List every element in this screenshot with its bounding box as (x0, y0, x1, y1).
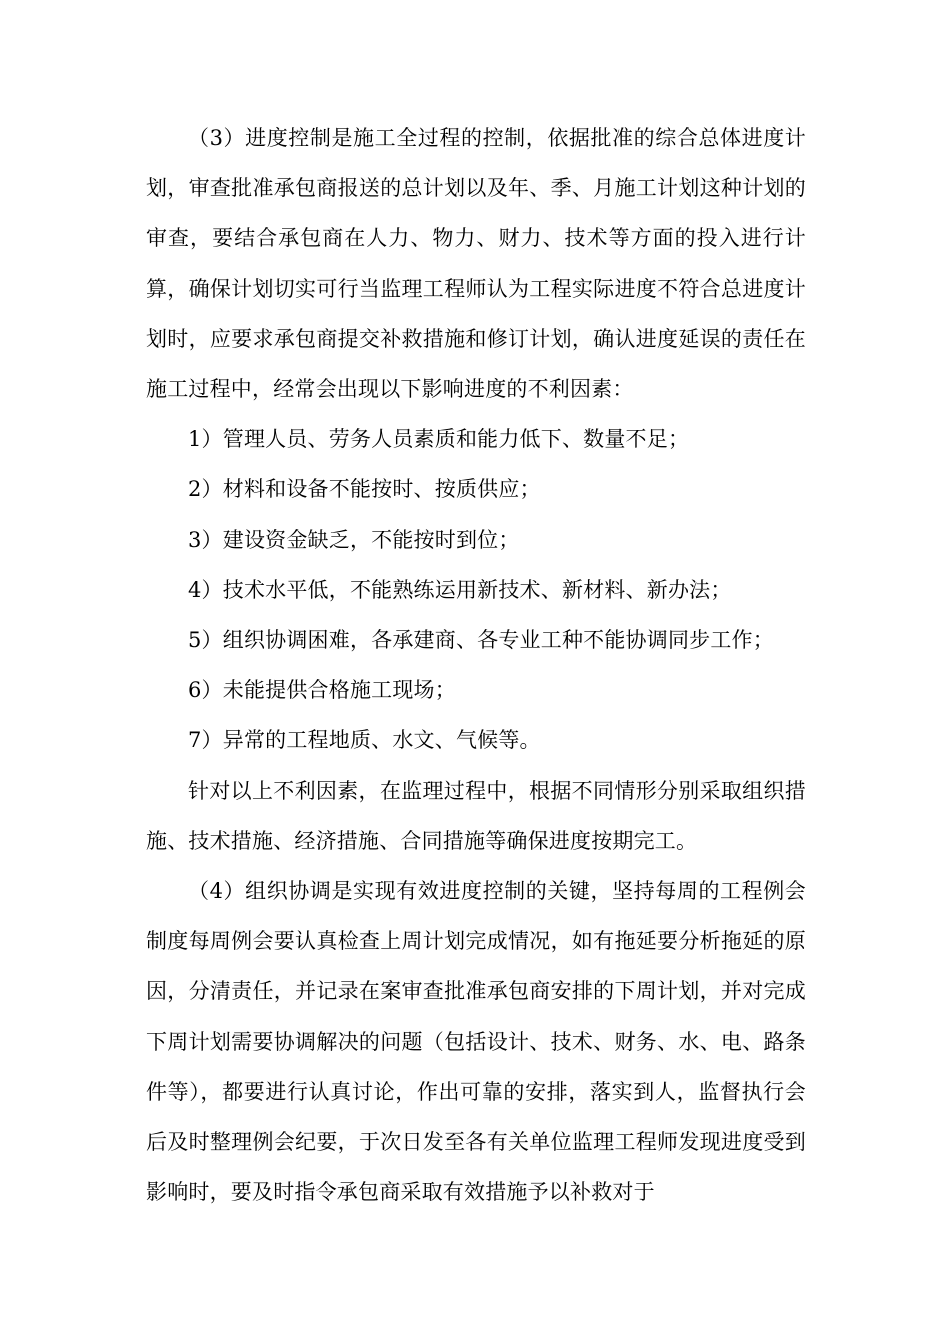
list-item-3: 3）建设资金缺乏，不能按时到位； (188, 527, 520, 552)
list-item-2: 2）材料和设备不能按时、按质供应； (188, 477, 541, 502)
document-body (146, 113, 806, 1217)
list-item-1: 1）管理人员、劳务人员素质和能力低下、数量不足； (188, 427, 690, 452)
paragraph-coordination: （4）组织协调是实现有效进度控制的关键，坚持每周的工程例会制度每周例会要认真检查上周计划完成情况，如有拖延要分析拖延的原因，分清责任，并记录在案审查批准承包商安排的下周计划，并对完成下周计划需要协调解决的问题（包括设计、技术、财务、水、电、路条件等），都要进行认真讨论，作出可靠的安排，落实到人，监督执行会后及时整理例会纪要，于次日发至各有关单位监理工程师发现进度受到影响时，要及时指令承包商采取有效措施予以补救对于 (146, 879, 806, 1205)
list-item-4: 4）技术水平低，不能熟练运用新技术、新材料、新办法； (188, 577, 732, 602)
paragraph-measures: 针对以上不利因素，在监理过程中，根据不同情形分别采取组织措施、技术措施、经济措施、合同措施等确保进度按期完工。 (146, 778, 806, 853)
list-item-6: 6）未能提供合格施工现场； (188, 678, 456, 703)
paragraph-progress-control: （3）进度控制是施工全过程的控制，依据批准的综合总体进度计划，审查批准承包商报送的总计划以及年、季、月施工计划这种计划的审查，要结合承包商在人力、物力、财力、技术等方面的投入进行计算，确保计划切实可行当监理工程师认为工程实际进度不符合总进度计划时，应要求承包商提交补救措施和修订计划，确认进度延误的责任在施工过程中，经常会出现以下影响进度的不利因素： (146, 126, 806, 402)
list-item-7: 7）异常的工程地质、水文、气候等。 (188, 728, 541, 753)
list-item-5: 5）组织协调困难，各承建商、各专业工种不能协调同步工作； (188, 628, 774, 653)
